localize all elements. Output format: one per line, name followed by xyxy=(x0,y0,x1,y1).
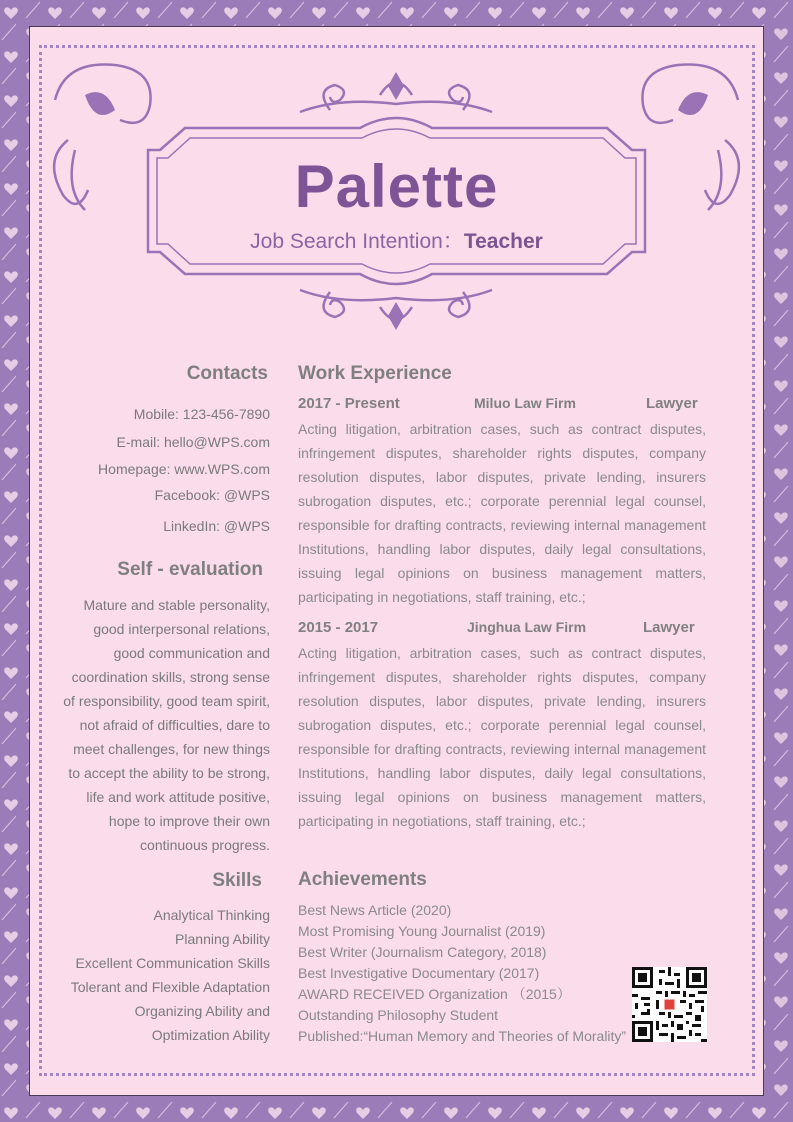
skill-item: Organizing Ability and xyxy=(134,1003,270,1019)
achievement-item: Best Investigative Documentary (2017) xyxy=(298,965,540,981)
job-intention-value: Teacher xyxy=(463,230,543,253)
job-intention-label: Job Search Intention： xyxy=(250,230,464,253)
contact-homepage: Homepage: www.WPS.com xyxy=(98,461,270,477)
skill-item: Analytical Thinking xyxy=(153,907,270,923)
right-column xyxy=(298,0,706,1122)
achievements-title: Achievements xyxy=(298,869,427,890)
skill-item: Optimization Ability xyxy=(151,1027,270,1043)
job-header xyxy=(298,619,706,639)
achievement-item: Most Promising Young Journalist (2019) xyxy=(298,923,546,939)
job-period: 2017 - Present xyxy=(298,395,400,412)
candidate-name: Palette xyxy=(294,153,499,220)
achievement-item: AWARD RECEIVED Organization （2015） xyxy=(298,986,571,1002)
self-evaluation-line: meet challenges, for new things xyxy=(73,741,270,757)
self-evaluation-line: life and work attitude positive, xyxy=(86,789,270,805)
self-evaluation-line: not afraid of difficulties, dare to xyxy=(79,717,270,733)
self-evaluation-line: Mature and stable personality, xyxy=(83,597,270,613)
self-evaluation-line: coordination skills, strong sense xyxy=(71,669,270,685)
contact-facebook: Facebook: @WPS xyxy=(154,487,270,503)
job-role: Lawyer xyxy=(643,619,695,636)
self-evaluation-line: to accept the ability to be strong, xyxy=(68,765,270,781)
achievement-item: Outstanding Philosophy Student xyxy=(298,1007,499,1023)
left-column xyxy=(50,0,270,1122)
self-evaluation-line: good communication and xyxy=(113,645,270,661)
achievement-item: Best News Article (2020) xyxy=(298,902,452,918)
self-evaluation-title: Self - evaluation xyxy=(117,559,263,580)
contacts-title: Contacts xyxy=(186,363,268,384)
job-description: Acting litigation, arbitration cases, such as contract disputes, infringement disputes, shareholder rights disputes, company resolution disputes, labor disputes, private lending, insurers subrogation disputes, etc.; corporate perennial legal counsel, responsible for drafting contracts, reviewing internal management Institutions, handling labor disputes, daily legal consultations, issuing legal opinions on business management matters, participating in negotiations, staff training, etc.; xyxy=(298,421,706,605)
self-evaluation-line: hope to improve their own xyxy=(108,813,270,829)
self-evaluation-line: continuous progress. xyxy=(140,837,270,853)
job-description: Acting litigation, arbitration cases, such as contract disputes, infringement disputes, shareholder rights disputes, company resolution disputes, labor disputes, private lending, insurers subrogation disputes, etc.; corporate perennial legal counsel, responsible for drafting contracts, reviewing internal management Institutions, handling labor disputes, daily legal consultations, issuing legal opinions on business management matters, participating in negotiations, staff training, etc.; xyxy=(298,645,706,829)
qr-code xyxy=(632,967,707,1042)
job-company: Jinghua Law Firm xyxy=(467,619,587,635)
skills-title: Skills xyxy=(212,870,262,891)
self-evaluation-line: good interpersonal relations, xyxy=(93,621,270,637)
contact-email: E-mail: hello@WPS.com xyxy=(116,434,270,450)
self-evaluation-line: of responsibility, good team spirit, xyxy=(63,693,270,709)
skill-item: Planning Ability xyxy=(175,931,270,947)
work-experience-title: Work Experience xyxy=(298,363,452,384)
job-company: Miluo Law Firm xyxy=(474,395,576,411)
self-evaluation-text xyxy=(50,593,270,857)
skill-item: Tolerant and Flexible Adaptation xyxy=(70,979,270,995)
achievement-item: Best Writer (Journalism Category, 2018) xyxy=(298,944,547,960)
skills-list xyxy=(50,903,270,1047)
contact-linkedin: LinkedIn: @WPS xyxy=(163,518,270,534)
skill-item: Excellent Communication Skills xyxy=(75,955,270,971)
contact-mobile: Mobile: 123-456-7890 xyxy=(133,406,270,422)
job-role: Lawyer xyxy=(646,395,698,412)
job-period: 2015 - 2017 xyxy=(298,619,379,636)
job-header xyxy=(298,395,706,415)
achievement-item: Published:“Human Memory and Theories of Morality” xyxy=(298,1028,627,1044)
